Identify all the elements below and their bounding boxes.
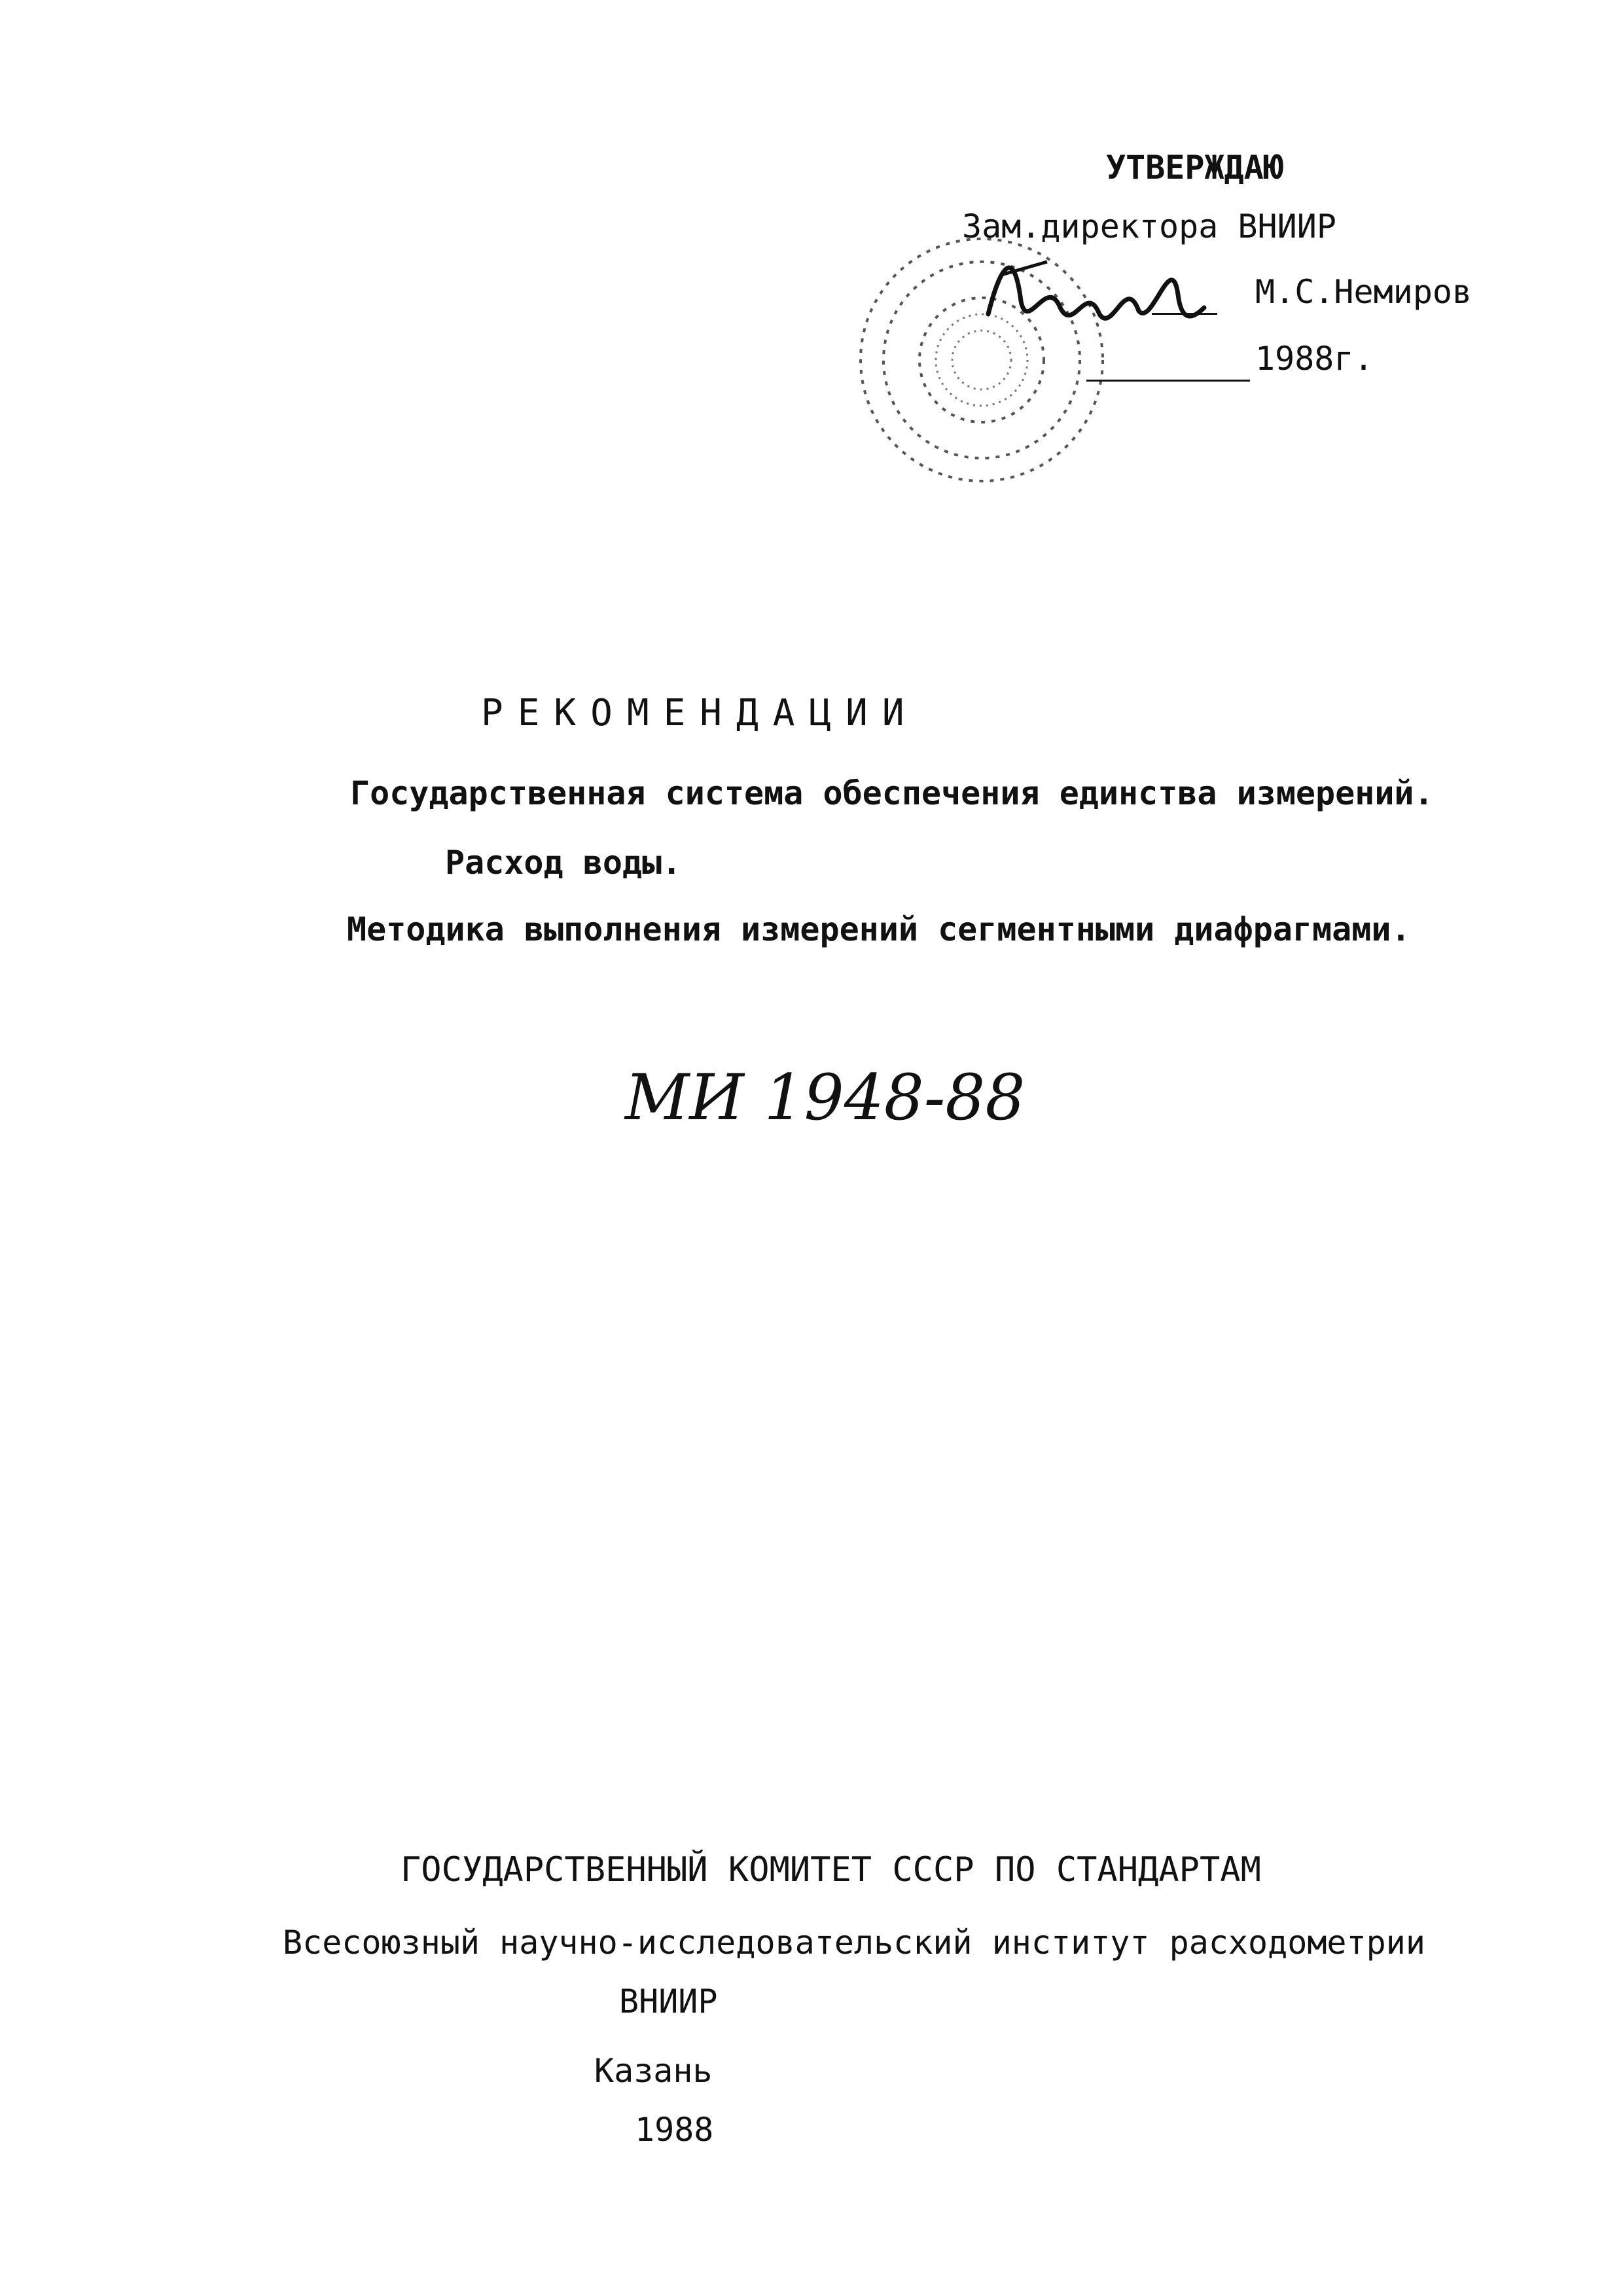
- document-type: РЕКОМЕНДАЦИИ: [481, 692, 919, 734]
- publication-year: 1988: [635, 2111, 714, 2149]
- committee-name: ГОСУДАРСТВЕННЫЙ КОМИТЕТ СССР ПО СТАНДАРТАМ: [401, 1850, 1261, 1890]
- institute-name: Всесоюзный научно-исследовательский институт расходометрии: [283, 1924, 1425, 1962]
- signature: [975, 236, 1237, 347]
- approval-role: Зам.директора ВНИИР: [962, 207, 1336, 245]
- approval-year: 1988г.: [1255, 340, 1374, 378]
- handwritten-code-text: МИ 1948-88: [625, 1061, 1026, 1134]
- approval-title: УТВЕРЖДАЮ: [1106, 149, 1283, 187]
- subtitle-line-3: Методика выполнения измерений сегментными диафрагмами.: [347, 910, 1411, 948]
- subtitle-line-1: Государственная система обеспечения единства измерений.: [350, 774, 1434, 812]
- city: Казань: [594, 2052, 713, 2090]
- handwritten-document-code: [618, 1047, 1026, 1145]
- institute-abbr: ВНИИР: [619, 1982, 718, 2020]
- subtitle-line-2: Расход воды.: [445, 844, 682, 882]
- approval-name: М.С.Немиров: [1255, 273, 1472, 311]
- signature-line: [1152, 313, 1217, 315]
- date-line: [1086, 380, 1250, 382]
